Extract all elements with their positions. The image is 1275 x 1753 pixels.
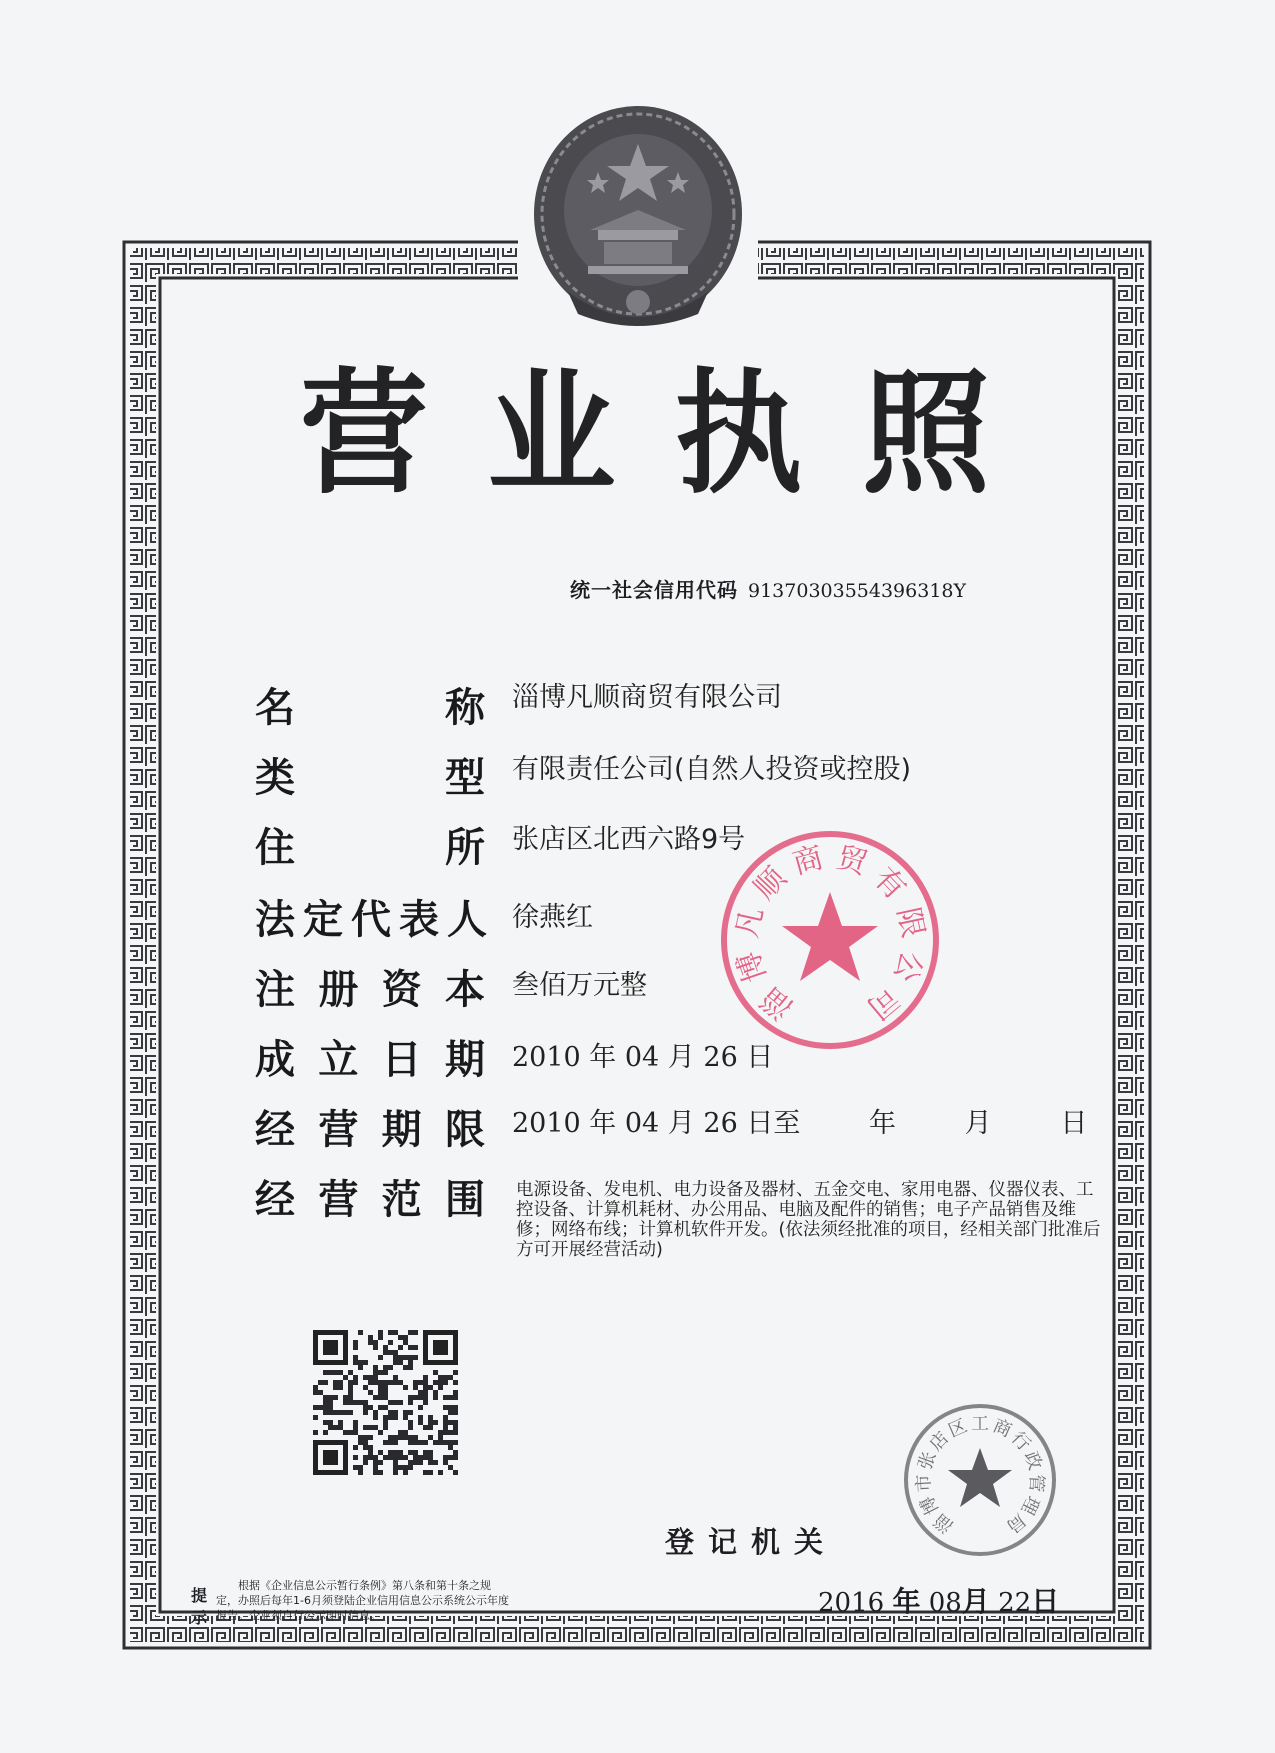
seal-char: 理 [1016,1492,1044,1518]
label-char: 法 [255,897,295,943]
label-char: 类 [255,755,295,801]
seal-char: 政 [1019,1448,1046,1473]
company-type: 有限责任公司(自然人投资或控股) [512,754,912,785]
label-char: 所 [445,825,485,871]
seal-char: 博 [916,1492,944,1518]
label-char: 注 [255,967,295,1013]
notice-text: 根据《企业信息公示暂行条例》第八条和第十条之规定，办照后每年1-6月须登陆企业信用信息公示系统公示年度报告。企业须自行公示即时信息。 [216,1579,509,1622]
seal-char: 市 [913,1473,936,1493]
label-char: 营 [318,1177,359,1223]
label-char: 人 [447,897,487,943]
seal-char: 淄 [930,1509,958,1537]
label-char: 代 [351,897,391,943]
issue-day-unit: 日 [1031,1585,1060,1618]
issue-month-unit: 月 [961,1585,990,1618]
seal-char: 局 [1002,1509,1030,1537]
establishment-date: 2010 年 04 月 26 日 [512,1042,774,1073]
field-label-capital [255,967,485,1013]
company-name: 淄博凡顺商贸有限公司 [512,682,782,713]
label-char: 本 [444,967,485,1013]
national-emblem [528,102,748,334]
label-char: 成 [255,1037,295,1083]
notice-label: 提示 [191,1586,208,1627]
field-label-scope [255,1177,485,1223]
seal-char: 行 [1006,1427,1035,1456]
field-label-name [255,685,485,731]
issue-year: 2016 [818,1588,885,1618]
business-term: 2010 年 04 月 26 日至 年 月 日 [512,1108,1088,1139]
seal-char: 张 [914,1448,941,1473]
seal-char: 公 [886,946,929,987]
seal-char: 限 [889,904,931,942]
seal-char: 区 [945,1415,971,1442]
label-char: 围 [444,1177,485,1223]
seal-char: 工 [971,1413,989,1435]
label-char: 经 [255,1177,295,1223]
company-seal [718,828,942,1052]
title-char: 照 [861,355,990,513]
label-char: 册 [318,967,359,1013]
field-label-legal-rep [255,897,487,943]
seal-char: 凡 [729,904,771,942]
legal-representative: 徐燕红 [512,902,593,933]
business-scope: 电源设备、发电机、电力设备及器材、五金交电、家用电器、仪器仪表、工控设备、计算机耗材、办公用品、电脑及配件的销售；电子产品销售及维修；网络布线；计算机软件开发。(依法须经批准的项目，经相关部门批准后方可开展经营活动) [516,1180,1101,1260]
company-address: 张店区北西六路9号 [512,824,746,855]
label-char: 日 [381,1037,422,1083]
registered-capital: 叁佰万元整 [512,970,647,1001]
seal-char: 管 [1024,1473,1047,1493]
title-char: 执 [674,355,803,513]
seal-char: 博 [731,946,774,987]
issue-year-unit: 年 [892,1585,921,1618]
label-char: 名 [255,685,295,731]
qr-code [313,1330,458,1475]
label-char: 限 [444,1107,485,1153]
seal-char: 淄 [754,979,801,1026]
seal-char: 商 [788,840,828,882]
issue-month: 08 [928,1588,962,1618]
label-char: 立 [318,1037,359,1083]
label-char: 营 [318,1107,359,1153]
credit-code-label: 统一社会信用代码 [570,578,738,602]
label-char: 期 [381,1107,422,1153]
seal-char: 顺 [747,860,794,907]
label-char: 定 [303,897,343,943]
label-char: 表 [399,897,439,943]
seal-char: 有 [866,860,913,907]
label-char: 型 [445,755,485,801]
seal-char: 店 [925,1427,954,1456]
label-char: 经 [255,1107,295,1153]
field-label-address [255,825,485,871]
issue-date [818,1580,1059,1620]
seal-char: 司 [859,979,906,1026]
registration-authority: 登记机关 [665,1525,838,1559]
label-char: 期 [444,1037,485,1083]
seal-char: 贸 [832,840,872,882]
label-char: 住 [255,825,295,871]
field-label-term [255,1107,485,1153]
document-title [300,355,990,513]
field-label-type [255,755,485,801]
authority-seal [900,1400,1060,1560]
field-label-established [255,1037,485,1083]
label-char: 范 [381,1177,422,1223]
credit-code-value: 91370303554396318Y [748,580,967,602]
title-char: 业 [487,355,616,513]
issue-day: 22 [998,1588,1032,1618]
title-char: 营 [300,355,429,513]
credit-code-line [570,574,966,603]
seal-char: 商 [989,1415,1015,1442]
label-char: 称 [445,685,485,731]
label-char: 资 [381,967,422,1013]
